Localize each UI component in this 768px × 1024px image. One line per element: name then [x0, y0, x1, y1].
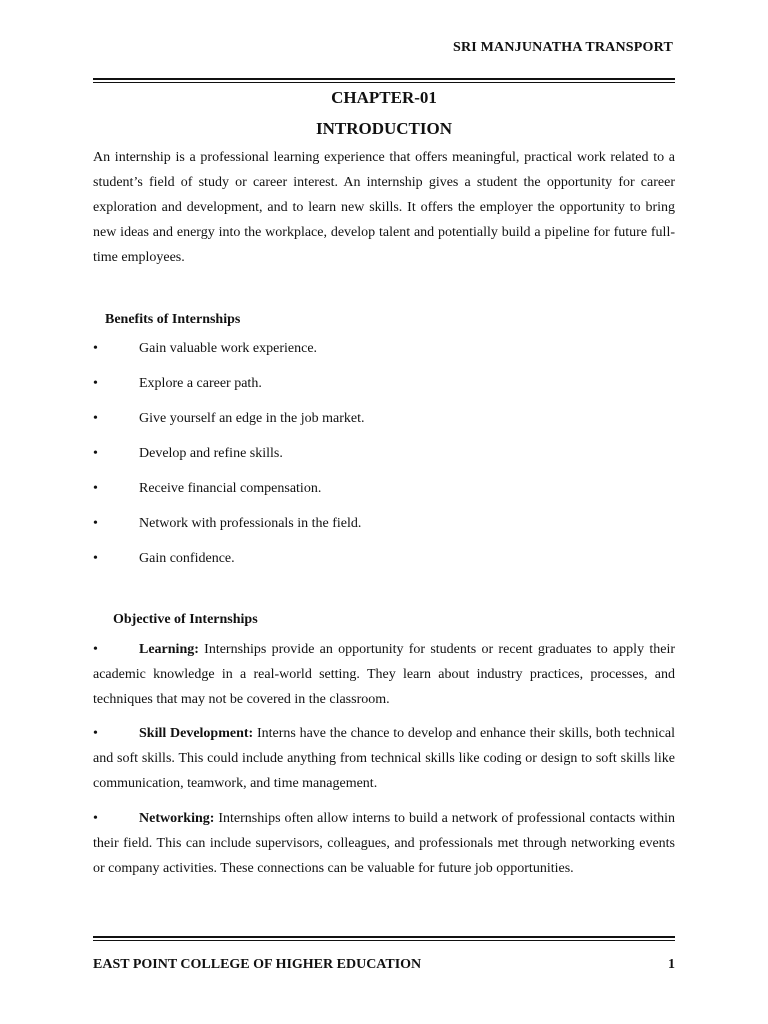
bullet: • [93, 376, 98, 391]
objective-skill-development [93, 721, 675, 796]
chapter-title: INTRODUCTION [315, 119, 453, 138]
bullet: • [93, 341, 98, 356]
objective-term: Learning: [139, 642, 199, 657]
objective-networking [93, 806, 675, 881]
list-item-text: Give yourself an edge in the job market. [139, 411, 365, 426]
benefits-heading: Benefits of Internships [105, 312, 241, 327]
list-item-text: Gain confidence. [139, 551, 235, 566]
list-item-text: Explore a career path. [139, 376, 262, 391]
header-title: SRI MANJUNATHA TRANSPORT [452, 40, 673, 55]
bullet: • [93, 516, 98, 531]
bullet: • [93, 726, 98, 741]
list-item [93, 548, 675, 583]
objective-term: Networking: [139, 811, 215, 826]
page-number: 1 [668, 957, 675, 972]
footer-college: EAST POINT COLLEGE OF HIGHER EDUCATION [93, 957, 422, 972]
list-item [93, 478, 675, 513]
list-item [93, 373, 675, 408]
objective-text: Internships often allow interns to build a network of professional contacts within their field. This can include supervisors, colleagues, and professionals met through networking events or company activities. These connections can be valuable for future job opportunities. [93, 811, 675, 876]
chapter-number: CHAPTER-01 [331, 88, 437, 107]
list-item-text: Gain valuable work experience. [139, 341, 318, 356]
bullet: • [93, 481, 98, 496]
list-item [93, 408, 675, 443]
footer-rule [93, 936, 675, 941]
bullet: • [93, 446, 98, 461]
objective-text: Internships provide an opportunity for students or recent graduates to apply their academic knowledge in a real-world setting. They learn about industry practices, processes, and techniques that may not be covered in the classroom. [93, 642, 675, 707]
objective-term: Skill Development: [139, 726, 254, 741]
objective-text: Interns have the chance to develop and enhance their skills, both technical and soft skills. This could include anything from technical skills like coding or design to soft skills like communication, teamwork, and time management. [93, 726, 675, 791]
objectives-heading: Objective of Internships [113, 612, 258, 627]
list-item-text: Receive financial compensation. [139, 481, 322, 496]
list-item [93, 513, 675, 548]
intro-paragraph: An internship is a professional learning experience that offers meaningful, practical work related to a student’s field of study or career interest. An internship gives a student the opportunity for career exploration and development, and to learn new skills. It offers the employer the opportunity to bring new ideas and energy into the workplace, develop talent and potentially build a pipeline for future full-time employees. [93, 150, 675, 265]
objective-learning [93, 637, 675, 712]
list-item-text: Network with professionals in the field. [139, 516, 362, 531]
bullet: • [93, 642, 98, 657]
header-rule [93, 78, 675, 83]
bullet: • [93, 551, 98, 566]
bullet: • [93, 411, 98, 426]
list-item-text: Develop and refine skills. [139, 446, 283, 461]
list-item [93, 443, 675, 478]
bullet: • [93, 811, 98, 826]
benefits-list [93, 338, 675, 583]
list-item [93, 338, 675, 373]
